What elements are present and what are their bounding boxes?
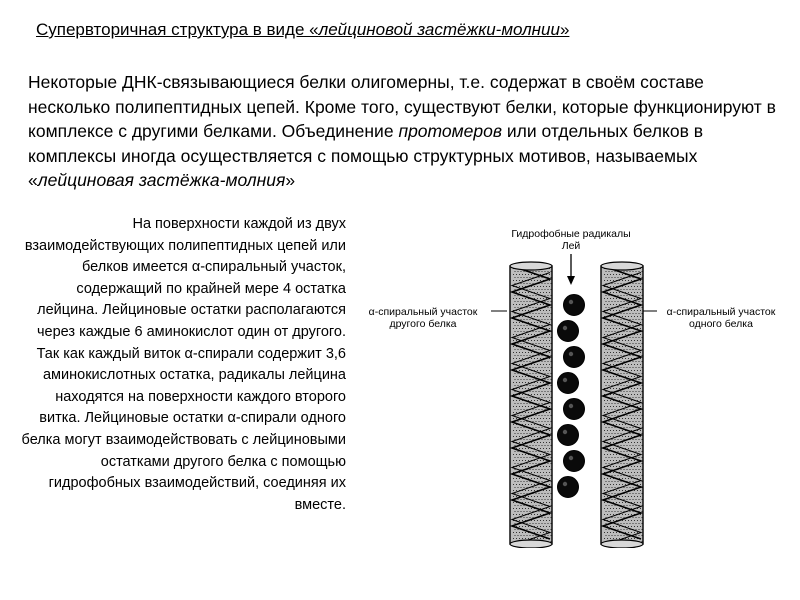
top-label-line2: Лей: [561, 240, 581, 252]
leucine-highlight: [569, 404, 573, 408]
leucine-residues: [558, 295, 585, 498]
leucine-highlight: [563, 482, 567, 486]
slide-title: [36, 20, 569, 40]
leucine-highlight: [563, 326, 567, 330]
side-description: На поверхности каждой из двух взаимодействующих полипептидных цепей или белков имеется α-спиральный участок, содержащий по крайней мере 4 остатка лейцина. Лейциновые остатки располагаются через каждые 6 аминокислот один от другого. Так как каждый виток α-спирали содержит 3,6 аминокислотных остатка, радикалы лейцина находятся на поверхности каждого второго витка. Лейциновые остатки α-спирали одного белка могут взаимодействовать с лейциновыми остатками другого белка с помощью гидрофобных взаимодействий, соединяя их вместе.: [21, 216, 346, 513]
right-helix: [601, 262, 643, 548]
leucine-highlight: [569, 300, 573, 304]
leucine-highlight: [563, 430, 567, 434]
right-helix-bottom-cap: [601, 540, 643, 548]
intro-paragraph: [28, 70, 788, 193]
title-suffix: »: [559, 20, 570, 39]
leucine-highlight: [569, 352, 573, 356]
intro-italic-1: протомеров: [398, 121, 502, 141]
leucine-ball: [564, 347, 585, 368]
right-label-line2: одного белка: [689, 318, 753, 330]
right-label-line1: α-спиральный участок: [666, 306, 776, 318]
leucine-zipper-figure: [355, 218, 800, 548]
leucine-ball: [558, 425, 579, 446]
leucine-ball: [558, 321, 579, 342]
intro-italic-2: лейциновая застёжка-молния: [37, 170, 286, 190]
intro-part-1: Некоторые ДНК-связывающиеся белки олигомерны, т.е. содержат в своём составе несколько полипептидных цепей. Кроме того, существуют белки, которые функционируют в комплексе с другими белками. Объединение: [28, 72, 776, 141]
left-helix-top-cap: [510, 262, 552, 270]
figure-svg: [355, 218, 800, 548]
leucine-ball: [558, 373, 579, 394]
right-helix-top-cap: [601, 262, 643, 270]
leucine-highlight: [569, 456, 573, 460]
left-helix: [510, 262, 552, 548]
intro-part-2: или отдельных белков в комплексы иногда осуществляется с помощью структурных мотивов, называемых «: [28, 121, 704, 190]
title-prefix: Супервторичная структура в виде «: [36, 20, 319, 39]
top-arrow-head: [567, 276, 575, 285]
intro-part-3: »: [285, 170, 296, 190]
top-label-line1: Гидрофобные радикалы: [511, 228, 631, 240]
title-italic: лейциновой застёжки-молнии: [318, 20, 560, 39]
leucine-ball: [558, 477, 579, 498]
leucine-ball: [564, 295, 585, 316]
left-helix-bottom-cap: [510, 540, 552, 548]
left-label-line1: α-спиральный участок: [368, 306, 478, 318]
leucine-highlight: [563, 378, 567, 382]
leucine-ball: [564, 399, 585, 420]
left-label-line2: другого белка: [389, 318, 457, 330]
leucine-ball: [564, 451, 585, 472]
